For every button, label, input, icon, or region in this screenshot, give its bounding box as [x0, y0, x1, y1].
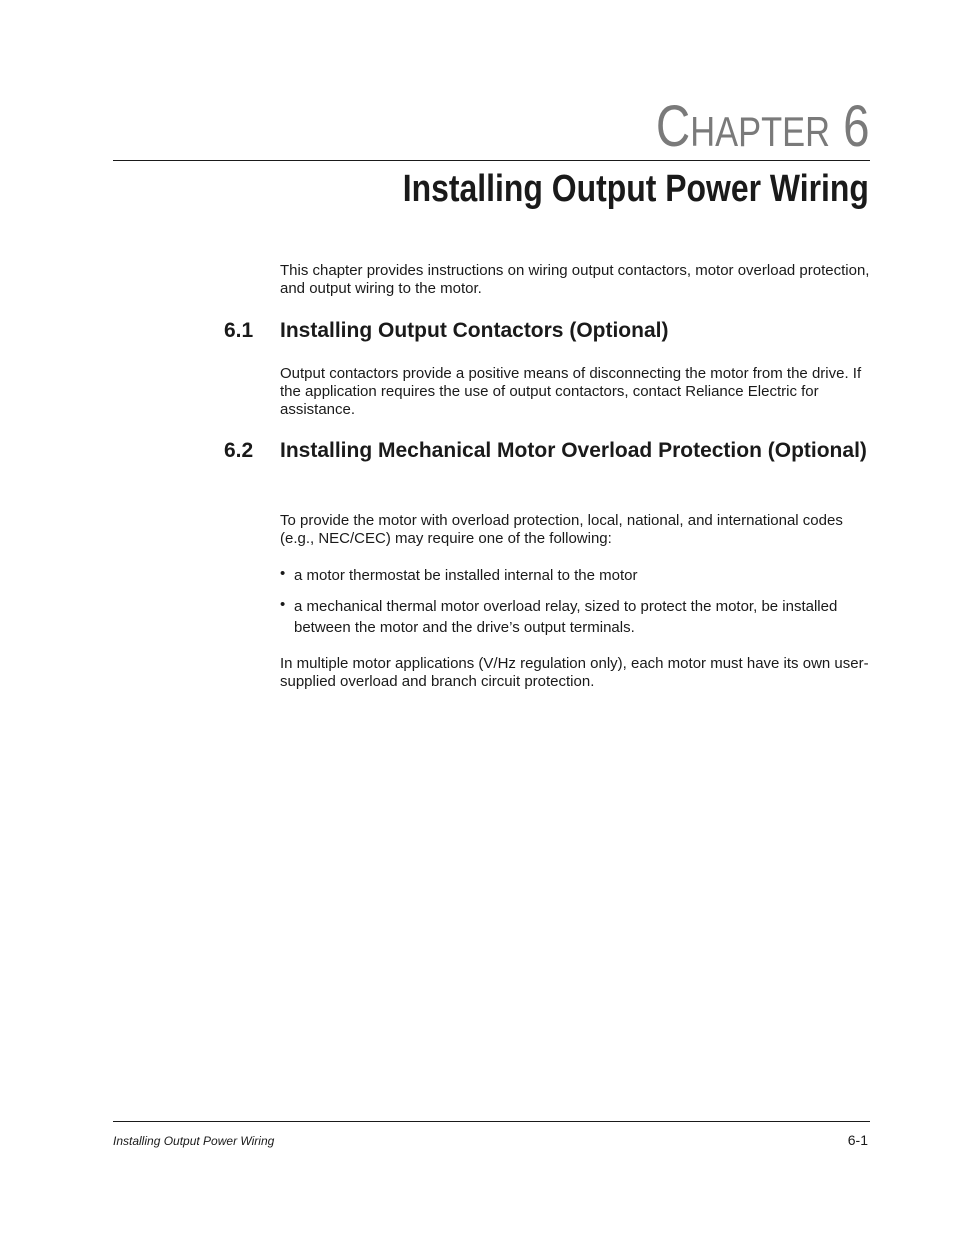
section-title: Installing Output Contactors (Optional): [280, 319, 669, 342]
section-title: Installing Mechanical Motor Overload Protection (Optional): [280, 439, 867, 462]
intro-paragraph: This chapter provides instructions on wiring output contactors, motor overload protection, and output wiring to the motor.: [280, 262, 870, 297]
section-6-2-paragraph-1: To provide the motor with overload protection, local, national, and international codes (e.g., NEC/CEC) may require one of the following:: [280, 512, 843, 547]
chapter-initial: C: [656, 94, 691, 159]
page-title: Installing Output Power Wiring: [402, 168, 869, 210]
list-item: [280, 596, 880, 638]
footer-divider: [113, 1121, 870, 1122]
list-item-text: a motor thermostat be installed internal to the motor: [294, 567, 638, 584]
footer-title: Installing Output Power Wiring: [113, 1134, 275, 1148]
chapter-word: HAPTER: [690, 108, 831, 155]
section-heading-6-1: [224, 317, 874, 344]
section-number: 6.2: [224, 439, 254, 462]
chapter-number: 6: [843, 94, 870, 159]
bullet-icon: •: [280, 565, 286, 582]
list-item: [280, 565, 880, 586]
bullet-icon: •: [280, 596, 286, 613]
section-6-1-paragraph: Output contactors provide a positive means of disconnecting the motor from the drive. If the application requires the use of output contactors, contact Reliance Electric for assistance.: [280, 365, 862, 418]
chapter-divider: [113, 160, 870, 161]
section-6-2-paragraph-2: In multiple motor applications (V/Hz regulation only), each motor must have its own user-supplied overload and branch circuit protection.: [280, 655, 869, 690]
section-heading-6-2: [224, 437, 874, 464]
chapter-label: [656, 94, 870, 161]
page-number: 6-1: [847, 1132, 868, 1148]
section-number: 6.1: [224, 319, 254, 342]
list-item-text: a mechanical thermal motor overload relay, sized to protect the motor, be installed between the motor and the drive’s output terminals.: [294, 598, 838, 636]
